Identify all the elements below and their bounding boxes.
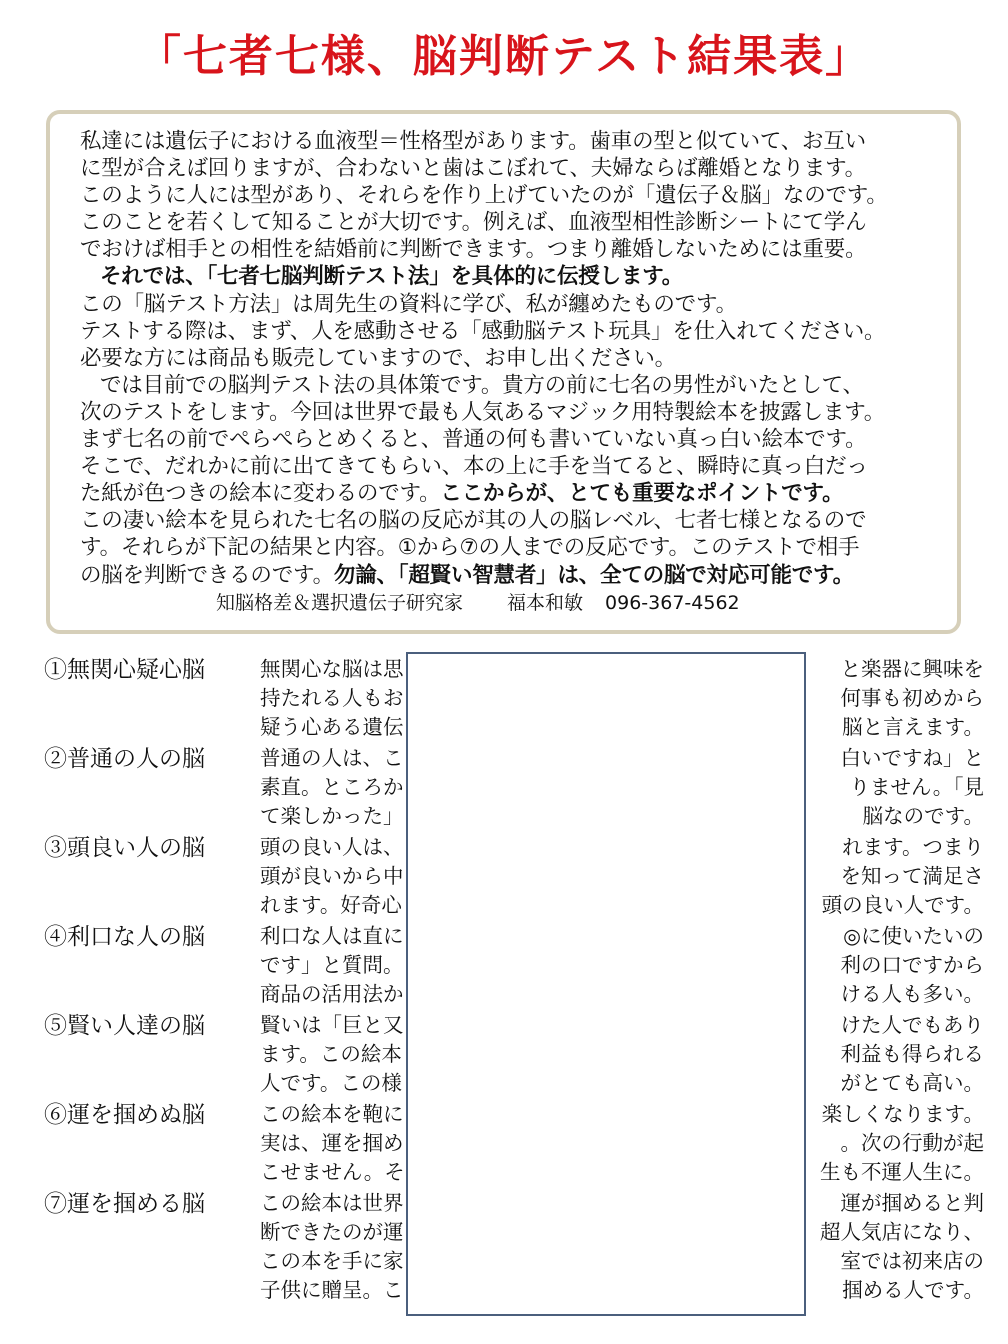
intro-line-emphasis: 勿論、「超賢い智慧者」は、全ての脳で対応可能です。: [333, 562, 854, 588]
result-line-end: 掴める人です。: [842, 1278, 984, 1302]
signature-line: [80, 589, 941, 617]
intro-line: [80, 372, 941, 399]
result-line-end: を知って満足さ: [840, 864, 984, 888]
result-line-start: 実は、運を掴め: [260, 1131, 404, 1155]
intro-line: [80, 562, 941, 589]
intro-line: [80, 182, 941, 209]
intro-line: [80, 209, 941, 236]
result-line-end: 利益も得られる: [840, 1042, 984, 1066]
result-line-end: 何事も初めから: [840, 686, 984, 710]
result-line-end: 室では初来店の: [840, 1249, 984, 1273]
result-line-start: こせません。そ: [260, 1160, 405, 1184]
signature-organization: 知脳格差＆選択遺伝子研究家: [216, 591, 464, 614]
result-line-start: 頭が良いから中: [260, 864, 404, 888]
intro-line: [80, 399, 941, 426]
intro-line-text: このように人には型があり、それらを作り上げていたのが「遺伝子＆脳」なのです。: [80, 183, 888, 209]
intro-line: [80, 480, 941, 507]
intro-line: [80, 507, 941, 534]
intro-line-text: 次のテストをします。今回は世界で最も人気あるマジック用特製絵本を披露します。: [80, 399, 886, 425]
result-line-end: 生も不運人生に。: [820, 1160, 984, 1184]
result-line-start: ます。この絵本: [260, 1042, 402, 1066]
result-line-end: 運が掴めると判: [840, 1191, 984, 1215]
intro-line-emphasis: ここからが、とても重要なポイントです。: [440, 481, 844, 507]
intro-line-text: に型が合えば回りますが、合わないと歯はこぼれて、夫婦ならば離婚となります。: [80, 156, 866, 182]
page-title: 「七者七様、脳判断テスト結果表」: [136, 31, 872, 82]
result-line-start: れます。好奇心: [260, 893, 402, 917]
intro-line: [80, 426, 941, 453]
result-line-start: 疑う心ある遺伝: [260, 715, 404, 739]
result-line-start: 利口な人は直に: [260, 924, 404, 948]
result-line-start: この本を手に家: [260, 1249, 404, 1273]
result-line-start: 断できたのが運: [260, 1220, 404, 1244]
result-line-start: 子供に贈呈。こ: [260, 1278, 404, 1302]
intro-line-text: それでは、「七者七脳判断テスト法」を具体的に伝授します。: [100, 264, 684, 290]
intro-line-text: まず七名の前でぺらぺらとめくると、普通の何も書いていない真っ白い絵本です。: [80, 427, 867, 453]
result-line-end: 。次の行動が起: [840, 1131, 984, 1155]
result-line-start: 無関心な脳は思: [260, 657, 404, 681]
result-line-start: この絵本は世界: [260, 1191, 404, 1215]
intro-line-text: た紙が色つきの絵本に変わるのです。: [80, 481, 441, 507]
intro-paragraph: [80, 128, 941, 589]
intro-line: [80, 453, 941, 480]
intro-line-text: 必要な方には商品も販売していますので、お申し出ください。: [80, 345, 676, 371]
result-line-start: 普通の人は、こ: [260, 746, 404, 770]
result-line-end: がとても高い。: [840, 1071, 984, 1095]
intro-line-text: 私達には遺伝子における血液型＝性格型があります。歯車の型と似ていて、お互い: [80, 129, 866, 154]
result-label: ②普通の人の脳: [44, 746, 205, 772]
intro-line-text: この凄い絵本を見られた七名の脳の反応が其の人の脳レベル、七者七様となるので: [80, 508, 867, 534]
intro-line: [80, 236, 941, 263]
intro-line: [80, 345, 941, 372]
result-line-start: 賢いは「巨と又: [260, 1013, 404, 1037]
result-line-end: 頭の良い人です。: [821, 893, 984, 917]
result-line-start: て楽しかった」: [260, 804, 404, 828]
result-line-start: 人です。この様: [260, 1071, 402, 1095]
result-label: ⑦運を掴める脳: [44, 1191, 205, 1217]
intro-line: [80, 291, 941, 318]
intro-line: [80, 263, 941, 290]
result-label: ①無関心疑心脳: [44, 657, 205, 683]
result-label: ③頭良い人の脳: [44, 835, 205, 861]
result-line-end: れます。つまり: [842, 835, 984, 859]
intro-text-box: [46, 110, 961, 634]
result-line-start: 素直。ところか: [260, 775, 404, 799]
result-line-end: 脳なのです。: [862, 804, 984, 828]
result-line-start: 商品の活用法か: [260, 982, 404, 1006]
intro-line-text: す。それらが下記の結果と内容。①から⑦の人までの反応です。このテストで相手: [80, 535, 860, 561]
cover-panel: [406, 652, 806, 1316]
signature-phone: 096-367-4562: [605, 591, 740, 614]
result-label: ⑥運を掴めぬ脳: [44, 1102, 205, 1128]
intro-line-text: このことを若くして知ることが大切です。例えば、血液型相性診断シートにて学ん: [80, 210, 867, 236]
result-line-start: この絵本を鞄に: [260, 1102, 404, 1126]
result-label: ④利口な人の脳: [44, 924, 205, 950]
intro-line-text: でおけば相手との相性を結婚前に判断できます。つまり離婚しないためには重要。: [80, 237, 867, 263]
intro-line-text: の脳を判断できるのです。: [80, 562, 334, 588]
result-line-end: けた人でもあり: [840, 1013, 984, 1037]
intro-line-text: そこで、だれかに前に出てきてもらい、本の上に手を当てると、瞬時に真っ白だっ: [80, 454, 868, 480]
intro-line: [80, 318, 941, 345]
result-line-end: 楽しくなります。: [821, 1102, 984, 1126]
result-line-end: 利の口ですから: [840, 953, 984, 977]
intro-line-text: この「脳テスト方法」は周先生の資料に学び、私が纏めたものです。: [80, 291, 737, 317]
intro-line: [80, 534, 941, 561]
result-line-start: 持たれる人もお: [260, 686, 404, 710]
result-label: ⑤賢い人達の脳: [44, 1013, 205, 1039]
result-line-end: ける人も多い。: [840, 982, 984, 1006]
intro-line-text: では目前での脳判テスト法の具体策です。貴方の前に七名の男性がいたとして、: [100, 372, 864, 398]
result-line-end: りません。「見: [849, 775, 984, 799]
result-line-start: です」と質問。: [260, 953, 404, 977]
result-line-end: 脳と言えます。: [842, 715, 984, 739]
result-line-end: 超人気店になり、: [820, 1220, 984, 1244]
result-line-end: と楽器に興味を: [840, 657, 984, 681]
result-line-start: 頭の良い人は、: [260, 835, 404, 859]
signature-name: 福本和敏: [507, 591, 584, 614]
intro-line: [80, 128, 941, 155]
result-line-end: 白いですね」と: [840, 746, 984, 770]
intro-line-text: テストする際は、まず、人を感動させる「感動脳テスト玩具」を仕入れてください。: [80, 318, 886, 344]
result-line-end: ◎に使いたいの: [843, 924, 984, 948]
intro-line: [80, 155, 941, 182]
